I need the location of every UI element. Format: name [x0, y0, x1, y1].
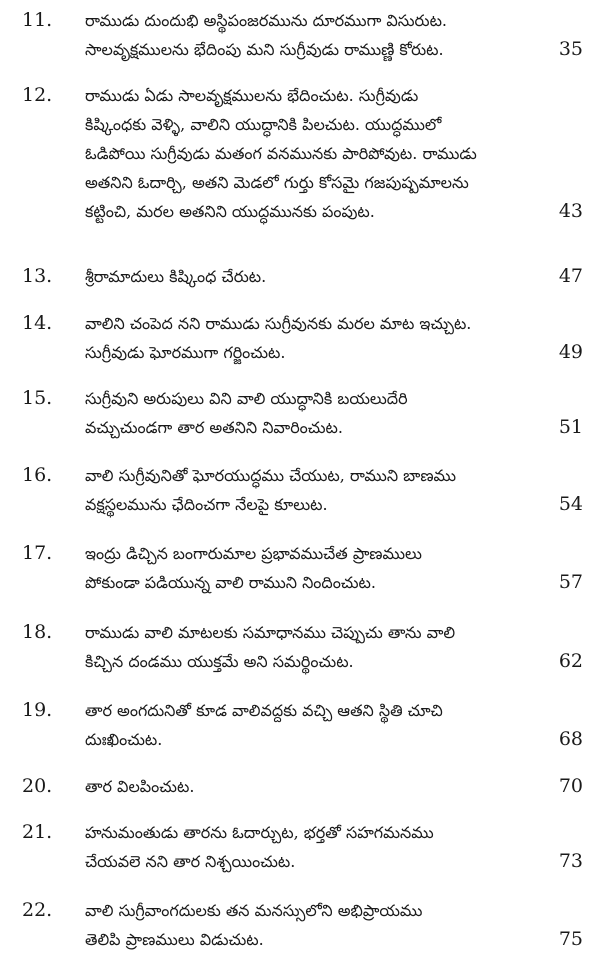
entry-line: కిచ్చిన దండము యుక్తమే అని సమర్థించుట.	[85, 652, 354, 671]
entry-line: దుఃఖించుట.	[85, 730, 163, 749]
entry-text	[85, 384, 535, 442]
page-number: 70	[558, 775, 583, 797]
entry-text	[85, 262, 535, 291]
entry-number: 14.	[22, 312, 53, 334]
entry-line: కిష్కింధకు వెళ్ళి, వాలిని యుద్ధానికి పిలచుట. యుద్ధములో	[85, 115, 442, 134]
entry-line: అతనిని ఓదార్చి, అతని మెడలో గుర్తు కోసమై గజపుష్పమాలను	[85, 173, 469, 192]
entry-text	[85, 618, 535, 676]
page-number: 49	[558, 341, 583, 363]
entry-text	[85, 696, 535, 754]
page-number: 57	[558, 571, 583, 593]
entry-number: 22.	[22, 899, 53, 921]
entry-text	[85, 539, 535, 597]
entry-line: రాముడు దుందుభి అస్థిపంజరమును దూరముగా విసురుట.	[85, 11, 448, 30]
page-number: 68	[558, 728, 583, 750]
page-number: 35	[558, 38, 583, 60]
entry-line: ఓడిపోయి సుగ్రీవుడు మతంగ వనమునకు పారిపోవుట. రాముడు	[85, 144, 477, 163]
entry-text	[85, 81, 535, 226]
entry-line: వాలిని చంపెద నని రాముడు సుగ్రీవునకు మరల మాట ఇచ్చుట.	[85, 314, 472, 333]
entry-number: 11.	[22, 9, 53, 31]
page-number: 43	[558, 200, 583, 222]
entry-text	[85, 896, 535, 954]
entry-number: 20.	[22, 775, 53, 797]
page-number: 75	[558, 928, 583, 950]
entry-line: చేయవలె నని తార నిశ్చయించుట.	[85, 852, 296, 871]
entry-line: తార విలపించుట.	[85, 777, 195, 796]
entry-line: సుగ్రీవుడు ఘోరముగా గర్జించుట.	[85, 343, 286, 362]
entry-line: కట్టించి, మరల అతనిని యుద్ధమునకు పంపుట.	[85, 202, 375, 221]
entry-line: సుగ్రీవుని అరుపులు విని వాలి యుద్ధానికి బయలుదేరి	[85, 389, 408, 408]
entry-line: సాలవృక్షములను భేదింపు మని సుగ్రీవుడు రాముణ్ణి కోరుట.	[85, 40, 444, 59]
entry-number: 12.	[22, 84, 53, 106]
entry-number: 13.	[22, 265, 53, 287]
entry-line: శ్రీరామాదులు కిష్కింధ చేరుట.	[85, 267, 267, 286]
entry-line: వాలి సుగ్రీవునితో ఘోరయుద్ధము చేయుట, రాముని బాణము	[85, 466, 456, 485]
entry-text	[85, 772, 535, 801]
entry-line: తెలిపి ప్రాణములు విడుచుట.	[85, 930, 264, 949]
entry-number: 21.	[22, 821, 53, 843]
entry-line: రాముడు ఏడు సాలవృక్షములను భేదించుట. సుగ్రీవుడు	[85, 86, 419, 105]
entry-number: 17.	[22, 542, 53, 564]
entry-text	[85, 818, 535, 876]
entry-line: వక్షస్థలమును ఛేదించగా నేలపై కూలుట.	[85, 495, 328, 514]
page-number: 47	[558, 265, 583, 287]
entry-text	[85, 6, 535, 64]
entry-line: పోకుండా పడియున్న వాలి రాముని నిందించుట.	[85, 573, 376, 592]
entry-line: వాలి సుగ్రీవాంగదులకు తన మనస్సులోని అభిప్రాయము	[85, 901, 423, 920]
entry-number: 19.	[22, 699, 53, 721]
page-number: 62	[558, 650, 583, 672]
entry-text	[85, 309, 535, 367]
entry-line: హనుమంతుడు తారను ఓదార్చుట, భర్తతో సహగమనము	[85, 823, 434, 842]
page-number: 54	[558, 493, 583, 515]
entry-line: వచ్చుచుండగా తార అతనిని నివారించుట.	[85, 418, 343, 437]
entry-number: 15.	[22, 387, 53, 409]
entry-number: 18.	[22, 621, 53, 643]
page-number: 73	[558, 850, 583, 872]
entry-number: 16.	[22, 464, 53, 486]
entry-text	[85, 461, 535, 519]
entry-line: తార అంగదునితో కూడ వాలివద్దకు వచ్చి ఆతని స్థితి చూచి	[85, 701, 443, 720]
page-number: 51	[558, 416, 583, 438]
entry-line: రాముడు వాలి మాటలకు సమాధానము చెప్పుచు తాను వాలి	[85, 623, 456, 642]
entry-line: ఇంద్రు డిచ్చిన బంగారుమాల ప్రభావముచేత ప్రాణములు	[85, 544, 422, 563]
